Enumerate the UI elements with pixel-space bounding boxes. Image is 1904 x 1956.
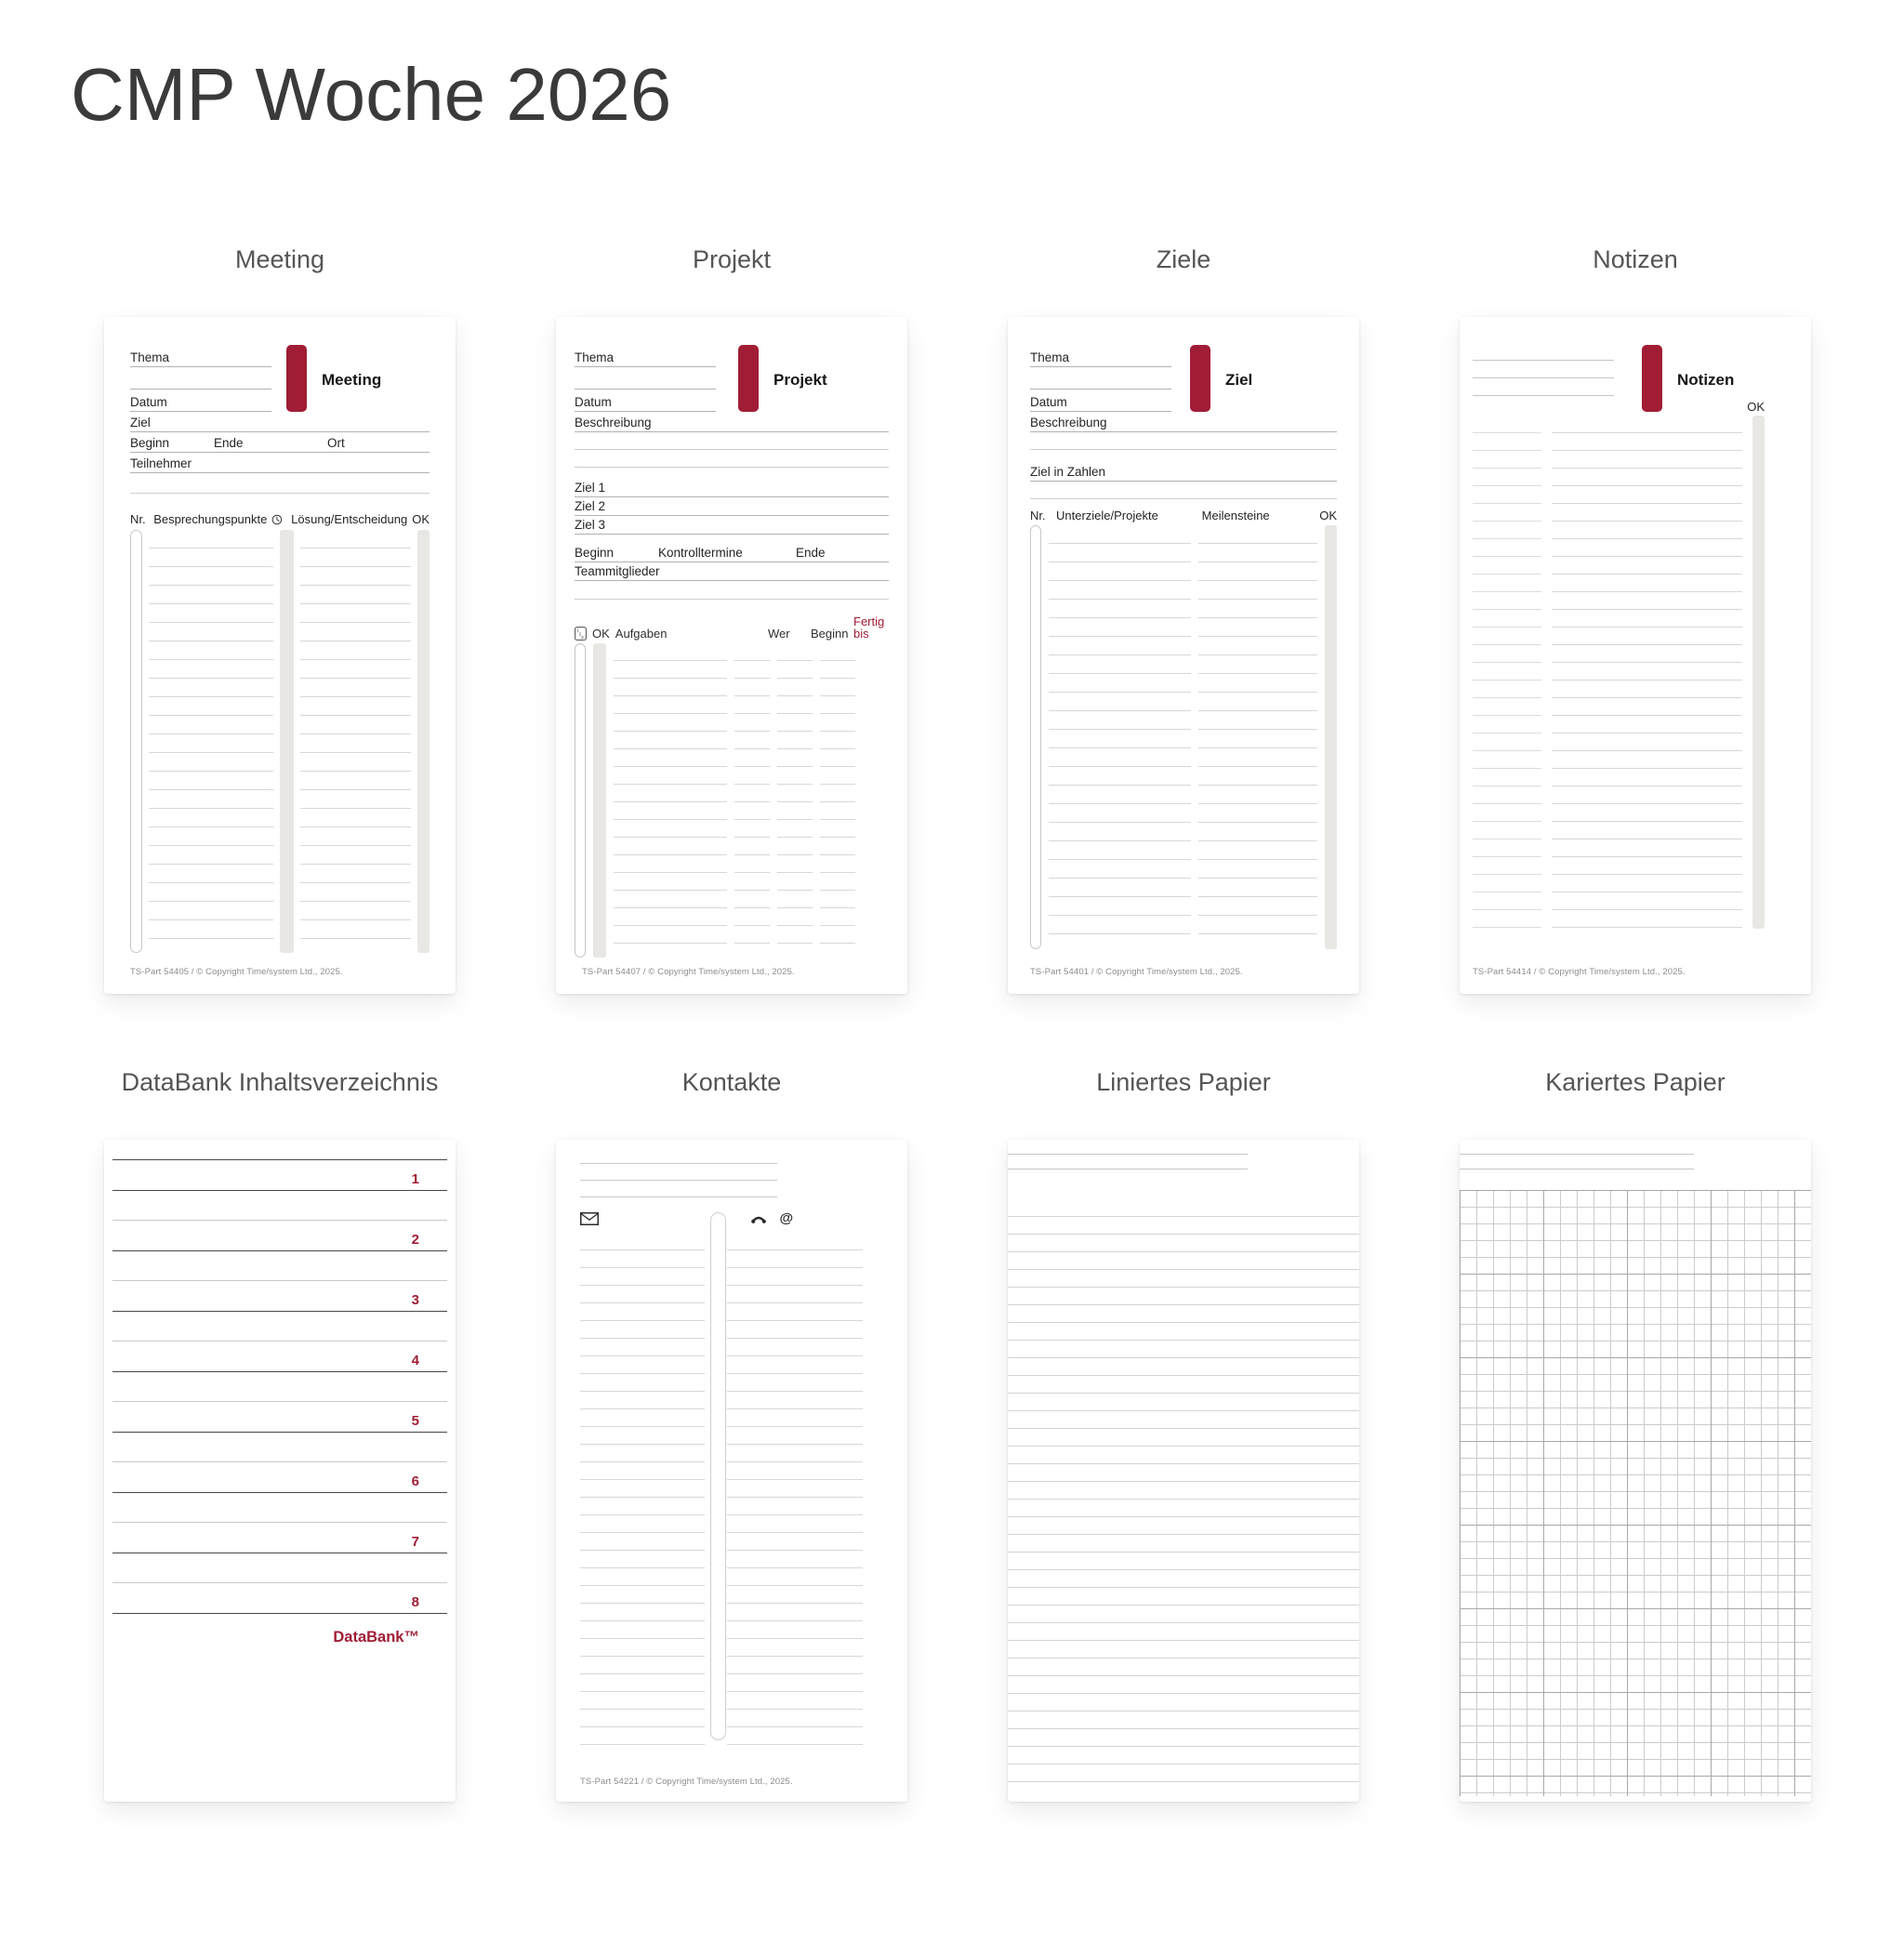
databank-section-row	[112, 1583, 447, 1614]
tasks-fertig-bis-label: Fertig bis	[853, 614, 885, 641]
section-number: 6	[411, 1474, 419, 1489]
cell-liniertes	[1008, 1068, 1359, 1802]
field-blank	[575, 367, 716, 390]
kariertes-header-lines	[1460, 1140, 1694, 1170]
field-blank	[1030, 367, 1171, 390]
tasks-beginn-label: Beginn	[811, 627, 849, 641]
meeting-tab-label: Meeting	[322, 371, 382, 389]
section-number: 2	[411, 1232, 419, 1248]
field-blank-line	[1030, 432, 1337, 450]
blank-line	[1460, 1140, 1694, 1155]
col-meilensteine-label: Meilensteine	[1201, 509, 1270, 522]
svg-text:1: 1	[576, 628, 579, 634]
section-number: 1	[411, 1171, 419, 1187]
field-thema: Thema	[130, 345, 271, 367]
projekt-tab-label: Projekt	[774, 371, 827, 389]
svg-text:3: 3	[581, 636, 584, 641]
databank-spacer-row	[112, 1433, 447, 1462]
ok-bar	[1325, 525, 1337, 949]
field-blank-line	[575, 450, 889, 468]
ziele-field-block	[1030, 345, 1171, 412]
card-meeting-content	[104, 317, 456, 994]
blank-line	[580, 1147, 777, 1164]
meeting-footer: TS-Part 54405 / © Copyright Time/system Ltd., 2025.	[130, 967, 343, 977]
field-ziel3: Ziel 3	[575, 516, 889, 535]
field-datum: Datum	[575, 390, 716, 412]
at-icon: @	[779, 1210, 794, 1226]
projekt-red-tab	[738, 345, 759, 412]
notizen-tab-label: Notizen	[1677, 371, 1735, 389]
field-blank-line	[1030, 482, 1337, 499]
card-projekt[interactable]	[556, 317, 907, 994]
blank-line	[1008, 1140, 1248, 1155]
page-title: CMP Woche 2026	[71, 53, 672, 136]
left-lines	[1473, 416, 1541, 929]
tasks-header-main	[575, 627, 760, 641]
cell-projekt	[556, 245, 907, 994]
blank-line	[1473, 378, 1614, 396]
field-beginn-kontroll-ende	[575, 544, 889, 562]
section-number: 5	[411, 1413, 419, 1429]
field-ziel: Ziel	[130, 412, 430, 432]
field-blank-line	[575, 432, 889, 450]
meilensteine-lines	[1198, 525, 1317, 949]
notizen-ok-label: OK	[1747, 400, 1765, 414]
databank-section-row	[112, 1281, 447, 1312]
ziele-table-header	[1030, 509, 1337, 522]
col-nr-label: Nr.	[1030, 509, 1046, 522]
databank-spacer-row	[112, 1553, 447, 1583]
gray-bar	[280, 530, 294, 953]
card-ziele[interactable]	[1008, 317, 1359, 994]
databank-section-row	[112, 1523, 447, 1553]
nr-column	[130, 530, 142, 953]
databank-brand: DataBank™	[333, 1629, 419, 1645]
field-ende: Ende	[796, 546, 826, 560]
card-databank[interactable]	[104, 1140, 456, 1802]
numbered-list-icon	[575, 627, 587, 641]
section-title-projekt: Projekt	[692, 245, 772, 273]
card-kontakte[interactable]	[556, 1140, 907, 1802]
notizen-footer: TS-Part 54414 / © Copyright Time/system Ltd., 2025.	[1473, 967, 1686, 977]
ruled-paper-lines	[1008, 1199, 1359, 1794]
field-teilnehmer: Teilnehmer	[130, 453, 430, 473]
nr-column	[575, 643, 586, 958]
field-ziel1: Ziel 1	[575, 479, 889, 497]
spacer	[575, 468, 889, 479]
card-databank-content	[104, 1140, 456, 1802]
contact-lines	[727, 1233, 863, 1750]
product-grid	[104, 245, 1904, 1802]
databank-section-row	[112, 1462, 447, 1493]
fertig-bis-lines	[820, 643, 855, 958]
databank-section-row	[112, 1221, 447, 1251]
field-ende: Ende	[214, 436, 244, 450]
col-loesung-label: Lösung/Entscheidung	[291, 512, 408, 526]
blank-line	[580, 1181, 777, 1197]
projekt-tasks-header	[575, 611, 889, 641]
spacer	[575, 535, 889, 544]
notizen-red-tab	[1642, 345, 1662, 412]
note-lines	[1552, 416, 1742, 929]
card-notizen-content	[1460, 317, 1811, 994]
blank-line	[580, 1164, 777, 1181]
right-column-icons	[750, 1210, 794, 1226]
databank-section-row	[112, 1160, 447, 1191]
cell-databank	[104, 1068, 456, 1802]
blank-line	[1473, 361, 1614, 378]
databank-section-row	[112, 1341, 447, 1372]
card-notizen[interactable]	[1460, 317, 1811, 994]
divider-bar	[710, 1212, 726, 1740]
blank-line	[1473, 343, 1614, 361]
section-number: 4	[411, 1353, 419, 1368]
liniertes-header-lines	[1008, 1140, 1248, 1170]
field-beginn-ende-ort	[130, 432, 430, 453]
kontakte-icon-row	[580, 1210, 883, 1233]
nr-column	[1030, 525, 1041, 949]
card-liniertes-papier[interactable]	[1008, 1140, 1359, 1802]
kontakte-header-lines	[580, 1147, 777, 1197]
cell-kariertes	[1460, 1068, 1811, 1802]
ziele-red-tab	[1190, 345, 1210, 412]
cell-notizen	[1460, 245, 1811, 994]
field-ziel-in-zahlen: Ziel in Zahlen	[1030, 461, 1337, 482]
meeting-table-body	[130, 530, 430, 953]
card-ziele-content	[1008, 317, 1359, 994]
cell-meeting	[104, 245, 456, 994]
section-number: 3	[411, 1292, 419, 1308]
col-unterziele-label: Unterziele/Projekte	[1056, 509, 1158, 522]
ok-bar	[417, 530, 430, 953]
kontakte-body	[580, 1233, 863, 1750]
databank-spacer-row	[112, 1312, 447, 1341]
field-beginn: Beginn	[575, 546, 615, 560]
field-ziel2: Ziel 2	[575, 497, 889, 516]
unterziele-lines	[1049, 525, 1191, 949]
section-title-kontakte: Kontakte	[681, 1068, 782, 1096]
grid-paper	[1460, 1190, 1811, 1796]
section-title-kariertes: Kariertes Papier	[1545, 1068, 1726, 1096]
projekt-tasks-body	[575, 643, 889, 958]
card-projekt-content	[556, 317, 907, 994]
kontakte-footer: TS-Part 54221 / © Copyright Time/system Ltd., 2025.	[580, 1777, 793, 1787]
projekt-field-block	[575, 345, 716, 412]
tasks-wer-label: Wer	[768, 627, 790, 641]
section-number: 7	[411, 1534, 419, 1550]
card-meeting[interactable]	[104, 317, 456, 994]
cell-kontakte	[556, 1068, 907, 1802]
notizen-body	[1473, 416, 1765, 929]
cell-ziele	[1008, 245, 1359, 994]
section-title-ziele: Ziele	[1156, 245, 1211, 273]
field-beginn: Beginn	[130, 436, 170, 450]
aufgaben-lines	[614, 643, 727, 958]
meeting-field-block	[130, 345, 271, 412]
field-teammitglieder: Teammitglieder	[575, 562, 889, 581]
envelope-icon	[580, 1212, 599, 1225]
field-datum: Datum	[130, 390, 271, 412]
col-ok-label: OK	[412, 512, 430, 526]
spacer	[1030, 450, 1337, 461]
notizen-header-lines	[1473, 343, 1614, 396]
field-blank	[130, 367, 271, 390]
loesung-lines	[300, 530, 411, 953]
databank-section-row	[112, 1402, 447, 1433]
phone-icon	[750, 1212, 767, 1224]
ziele-footer: TS-Part 54401 / © Copyright Time/system Ltd., 2025.	[1030, 967, 1243, 977]
ok-bar	[1752, 416, 1765, 929]
field-beschreibung: Beschreibung	[1030, 412, 1337, 432]
projekt-footer: TS-Part 54407 / © Copyright Time/system Ltd., 2025.	[582, 967, 795, 977]
field-thema: Thema	[1030, 345, 1171, 367]
databank-spacer-row	[112, 1372, 447, 1402]
name-lines	[580, 1233, 705, 1750]
databank-spacer-row	[112, 1493, 447, 1523]
section-title-notizen: Notizen	[1593, 245, 1678, 273]
field-datum: Datum	[1030, 390, 1171, 412]
clock-icon	[271, 513, 283, 526]
svg-text:2: 2	[578, 632, 582, 638]
field-thema: Thema	[575, 345, 716, 367]
card-kontakte-content	[556, 1140, 907, 1802]
ziele-tab-label: Ziel	[1225, 371, 1253, 389]
databank-spacer-row	[112, 1251, 447, 1281]
field-ort: Ort	[327, 436, 345, 450]
meeting-table-header	[130, 512, 430, 526]
field-blank-line	[575, 581, 889, 600]
besprechungspunkte-lines	[149, 530, 273, 953]
col-nr-label: Nr.	[130, 512, 146, 526]
tasks-aufgaben-label: Aufgaben	[615, 627, 668, 641]
field-blank-line	[130, 473, 430, 494]
section-number: 8	[411, 1594, 419, 1610]
col-besprechungspunkte-label: Besprechungspunkte	[153, 512, 268, 526]
col-ok-label: OK	[1319, 509, 1337, 522]
section-title-meeting: Meeting	[234, 245, 325, 273]
tasks-ok-label: OK	[592, 627, 610, 641]
field-kontrolltermine: Kontrolltermine	[658, 546, 743, 560]
section-title-databank: DataBank Inhaltsverzeichnis	[121, 1068, 439, 1096]
blank-line	[1008, 1155, 1248, 1170]
wer-lines	[734, 643, 770, 958]
section-title-liniertes: Liniertes Papier	[1096, 1068, 1271, 1096]
gray-bar	[593, 643, 606, 958]
databank-top-rule	[112, 1140, 447, 1160]
blank-line	[1460, 1155, 1694, 1170]
field-beschreibung: Beschreibung	[575, 412, 889, 432]
beginn-lines	[777, 643, 813, 958]
card-kariertes-papier[interactable]	[1460, 1140, 1811, 1802]
ziele-table-body	[1030, 525, 1337, 949]
meeting-red-tab	[286, 345, 307, 412]
databank-spacer-row	[112, 1191, 447, 1221]
